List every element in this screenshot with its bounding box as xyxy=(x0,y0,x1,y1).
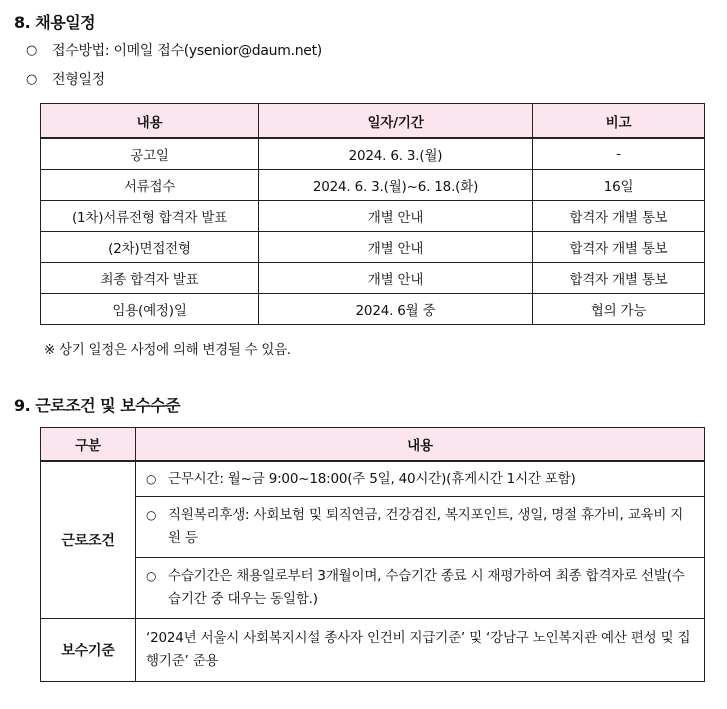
conditions-label: 근로조건 xyxy=(41,461,136,619)
table-cell: 2024. 6. 3.(월) xyxy=(259,138,533,170)
table-row xyxy=(41,497,705,558)
schedule-header-row xyxy=(41,104,705,139)
table-cell: 개별 안내 xyxy=(259,232,533,263)
schedule-label-text: 전형일정 xyxy=(52,72,105,88)
condition-text: 수습기간은 채용일로부터 3개월이며, 수습기간 종료 시 재평가하여 최종 합격자로 선발(수습기간 중 대우는 동일함.) xyxy=(168,568,685,607)
condition-item xyxy=(136,497,705,558)
pay-label: 보수기준 xyxy=(41,619,136,682)
table-cell: 개별 안내 xyxy=(259,263,533,294)
table-row xyxy=(41,619,705,682)
table-cell: 합격자 개별 통보 xyxy=(533,263,705,294)
schedule-table xyxy=(40,103,705,325)
bullet-circle-icon: ○ xyxy=(146,569,157,583)
condition-text: 근무시간: 월~금 9:00~18:00(주 5일, 40시간)(휴게시간 1시간 포함) xyxy=(168,470,576,487)
table-row xyxy=(41,170,705,201)
bullet-circle-icon: ○ xyxy=(146,508,157,522)
table-cell: 공고일 xyxy=(41,138,259,170)
section-8-title: 8. 채용일정 xyxy=(14,13,96,32)
table-cell: (1차)서류전형 합격자 발표 xyxy=(41,201,259,232)
condition-item xyxy=(136,558,705,619)
header-date: 일자/기간 xyxy=(259,104,533,139)
table-cell: 합격자 개별 통보 xyxy=(533,201,705,232)
work-conditions-table xyxy=(40,427,705,682)
header-content: 내용 xyxy=(136,428,705,462)
table-cell: 서류접수 xyxy=(41,170,259,201)
table-row xyxy=(41,232,705,263)
table-cell: 협의 가능 xyxy=(533,294,705,325)
header-remark: 비고 xyxy=(533,104,705,139)
table-cell: 최종 합격자 발표 xyxy=(41,263,259,294)
table-cell: 개별 안내 xyxy=(259,201,533,232)
table-row xyxy=(41,201,705,232)
table-row xyxy=(41,138,705,170)
apply-method-text: 접수방법: 이메일 접수(ysenior@daum.net) xyxy=(52,43,322,59)
apply-method-line xyxy=(26,40,322,60)
table-row xyxy=(41,294,705,325)
table-row xyxy=(41,558,705,619)
condition-item xyxy=(136,461,705,497)
table-cell: 합격자 개별 통보 xyxy=(533,232,705,263)
table-cell: 2024. 6. 3.(월)~6. 18.(화) xyxy=(259,170,533,201)
work-header-row xyxy=(41,428,705,462)
table-cell: - xyxy=(533,138,705,170)
section-9-title: 9. 근로조건 및 보수수준 xyxy=(14,396,181,415)
table-cell: 임용(예정)일 xyxy=(41,294,259,325)
header-category: 구분 xyxy=(41,428,136,462)
bullet-circle-icon: ○ xyxy=(26,42,38,58)
pay-text: ‘2024년 서울시 사회복지시설 종사자 인건비 지급기준’ 및 ‘강남구 노인복지관 예산 편성 및 집행기준’ 준용 xyxy=(136,619,705,682)
table-row xyxy=(41,461,705,497)
bullet-circle-icon: ○ xyxy=(26,71,38,87)
table-cell: 16일 xyxy=(533,170,705,201)
header-content: 내용 xyxy=(41,104,259,139)
bullet-circle-icon: ○ xyxy=(146,471,157,486)
table-cell: (2차)면접전형 xyxy=(41,232,259,263)
table-row xyxy=(41,263,705,294)
schedule-note: ※ 상기 일정은 사정에 의해 변경될 수 있음. xyxy=(44,342,291,358)
table-cell: 2024. 6월 중 xyxy=(259,294,533,325)
schedule-label-line xyxy=(26,69,105,89)
condition-text: 직원복리후생: 사회보험 및 퇴직연금, 건강검진, 복지포인트, 생일, 명절 휴가비, 교육비 지원 등 xyxy=(168,507,684,546)
